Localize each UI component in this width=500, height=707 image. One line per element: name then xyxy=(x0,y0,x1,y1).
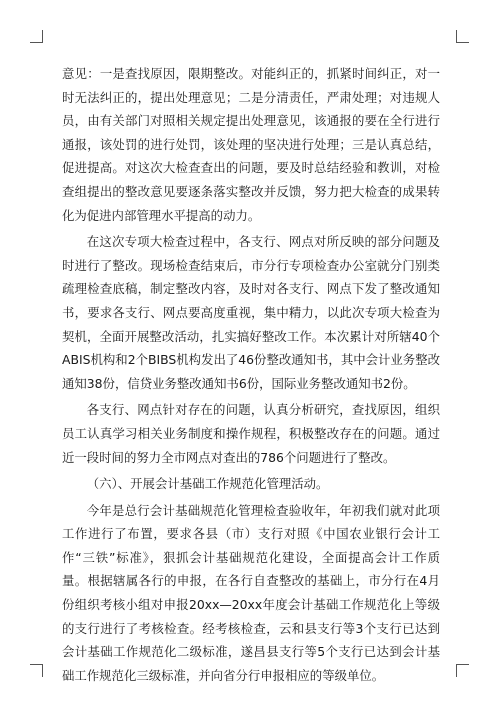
crop-mark-top-left xyxy=(30,30,43,43)
crop-mark-bottom-left xyxy=(30,664,43,677)
paragraph-rectification: 在这次专项大检查过程中，各支行、网点对所反映的部分问题及时进行了整改。现场检查结束后，市分行专项检查办公室就分门别类疏理检查底稿，制定整改内容，及时对各支行、网点下发了整改通知书，要求各支行、网点要高度重视，集中精力，以此次专项大检查为契机，全面开展整改活动，扎实搞好整改工作。本次累计对所辖40个ABIS机构和2个BIBS机构发出了46份整改通知书，其中会计业务整改通知38份，信贷业务整改通知书6份，国际业务整改通知书2份。 xyxy=(62,234,440,391)
paragraph-continuation: 意见：一是查找原因，限期整改。对能纠正的，抓紧时间纠正，对一时无法纠正的，提出处理意见；二是分清责任，严肃处理；对违规人员，由有关部门对照相关规定提出处理意见，该通报的要在全行进行通报，该处罚的进行处罚，该处理的坚决进行处理；三是认真总结，促进提高。对这次大检查查出的问题，要及时总结经验和教训，对检查组提出的整改意见要逐条落实整改并反馈，努力把大检查的成果转化为促进内部管理水平提高的动力。 xyxy=(62,66,440,223)
crop-mark-bottom-right xyxy=(456,664,469,677)
document-body xyxy=(62,62,440,690)
paragraph-standardization: 今年是总行会计基础规范化管理检查验收年，年初我们就对此项工作进行了布置，要求各县（市）支行对照《中国农业银行会计工作“三铁”标准》，狠抓会计基础规范化建设，全面提高会计工作质量。根据辖属各行的申报，在各行自查整改的基础上，市分行在4月份组织考核小组对申报20xx—20xx年度会计基础工作规范化上等级的支行进行了考核检查。经考核检查，云和县支行等3个支行已达到会计基础工作规范化二级标准，遂昌县支行等5个支行已达到会计基础工作规范化三级标准，并向省分行申报相应的等级单位。 xyxy=(62,502,440,683)
paragraph-branch-response: 各支行、网点针对存在的问题，认真分析研究，查找原因，组织员工认真学习相关业务制度和操作规程，积极整改存在的问题。通过近一段时间的努力全市网点对查出的786个问题进行了整改。 xyxy=(62,402,440,465)
section-heading: （六）、开展会计基础工作规范化管理活动。 xyxy=(86,476,329,492)
crop-mark-top-right xyxy=(456,30,469,43)
